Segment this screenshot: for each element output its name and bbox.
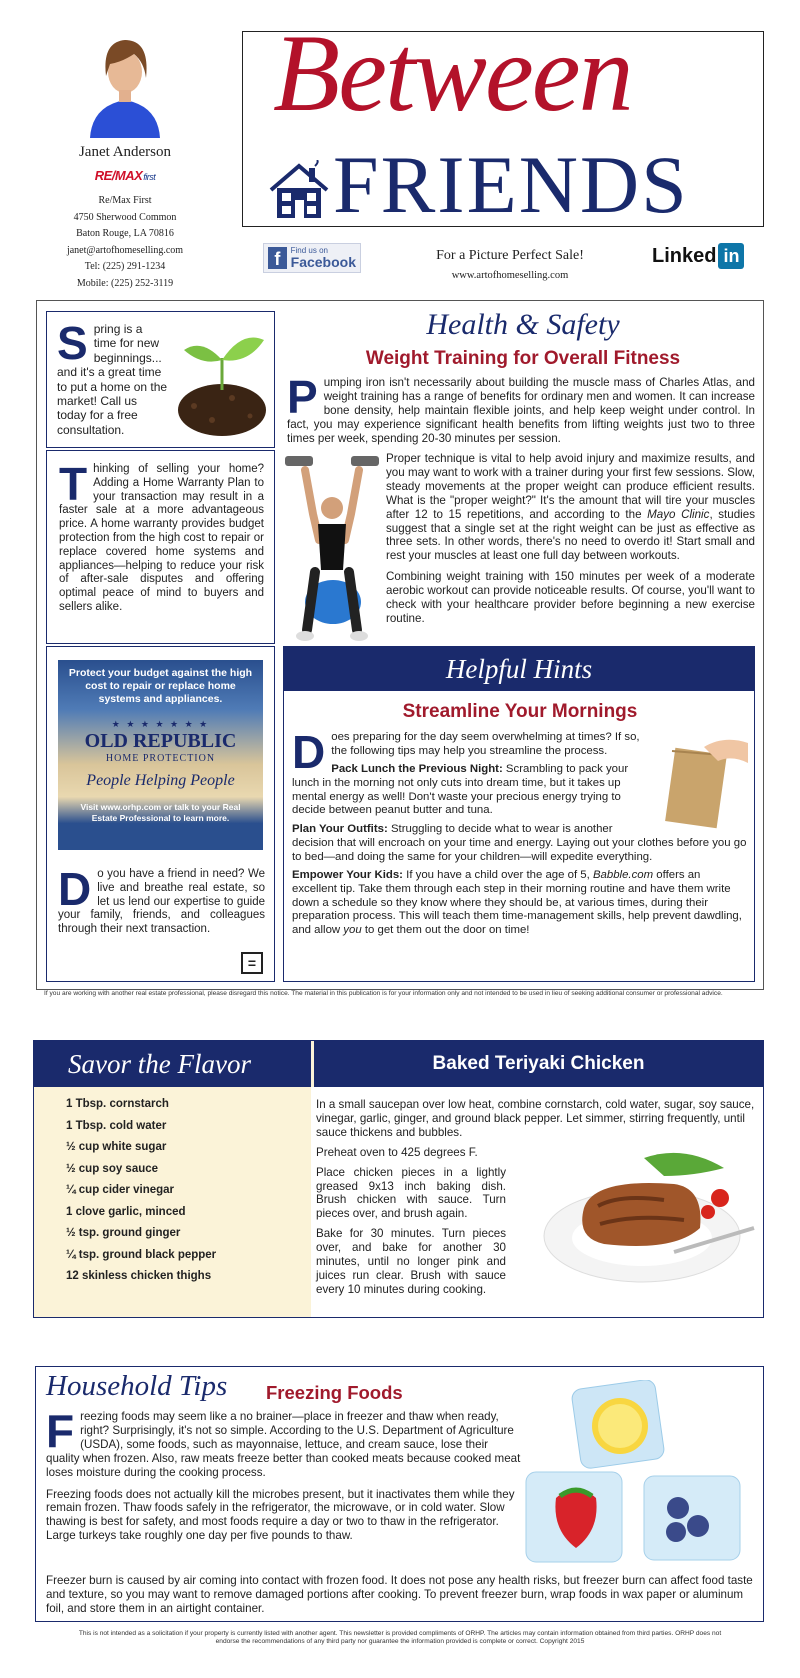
ingredient-item: 1 Tbsp. cold water (66, 1119, 167, 1132)
ingredient-item: ½ cup soy sauce (66, 1162, 159, 1175)
agent-mobile: Mobile: (225) 252-3119 (76, 277, 174, 289)
footer-disclaimer: This is not intended as a solicitation if your property is currently listed with another agent. This newsletter is provided compliments of ORHP. The articles may contain information obtained from third parties. ORHP does not endorse the recommendations of any third party nor guarantee the information provided is complete or correct. Copyright 2015 (78, 1630, 722, 1646)
recipe-directions (316, 1098, 756, 1297)
household-p1: reezing foods may seem like a no brainer—place in freezer and thaw when ready, right? Surprisingly, it's not so simple. According to the U.S. Department of Agriculture (USDA), some foods, such as mayonnaise, lettuce, and cream sauce, lose their quality when frozen. Also, raw meats freeze better than cooked meats because cooked meat loses moisture during the cooking process. (46, 1410, 521, 1479)
old-republic-ad[interactable] (58, 660, 263, 850)
spring-box (46, 311, 275, 448)
ingredient-item: ½ tsp. ground ginger (66, 1227, 181, 1239)
masthead-title-script: Between (273, 31, 632, 134)
health-article (287, 371, 755, 446)
hints-intro: oes preparing for the day seem overwhelming at times? If so, the following tips may help you streamline the process. (331, 731, 640, 757)
office-street: 4750 Sherwood Common (73, 211, 177, 223)
facebook-badge[interactable] (263, 243, 361, 273)
lunch-bag-image (652, 733, 752, 833)
spring-text: pring is a time for new beginnings... and it's a great time to put a home on the market! Call us today for a free consultation. (57, 322, 168, 437)
warranty-drop-cap: T (59, 458, 88, 510)
ingredient-item: 1 Tbsp. cornstarch (66, 1098, 169, 1110)
health-p2: Proper technique is vital to help avoid injury and maximize results, and you may want to work with a trainer during your first few sessions. Slow, steady movements at the proper weight can produce efficient results. What is the "proper weight?" It's the amount that will tire your muscles after 12 to 15 repetitions, and according to the Mayo Clinic, studies suggest that a single set at the right weight can be just as effective as three sets. In other words, there's no need to overdo it! Start small and rest your muscles at least one full day between workouts. (386, 452, 755, 563)
ad-slogan: People Helping People (86, 772, 235, 790)
household-p2: Freezing foods does not actually kill the microbes present, but it inactivates them while they remain frozen. Thaw foods safely in the refrigerator, the microwave, or in cold water. Slow thawing is best for safety, and most foods require a day or two to thaw in the refrigerator. Large turkeys take roughly one day per five pounds to thaw. (46, 1487, 515, 1543)
hints-tip-lunch: Pack Lunch the Previous Night: Scrambling to pack your lunch in the morning not only cuts into dream time, but it takes up mental energy as well! Don't waste your precious energy trying to decide between peanut butter and tuna. (292, 763, 629, 817)
facebook-big-text: Facebook (290, 254, 356, 270)
masthead-title-caps: FRIENDS (333, 139, 689, 227)
spring-drop-cap: S (57, 317, 88, 369)
recipe-section-title: Savor the Flavor (34, 1041, 311, 1087)
facebook-small-text: Find us on (290, 246, 328, 255)
hints-section-title: Helpful Hints (284, 647, 754, 691)
agent-email[interactable]: janet@artofhomeselling.com (66, 244, 184, 256)
agent-tel: Tel: (225) 291-1234 (84, 261, 166, 272)
facebook-icon: f (268, 247, 287, 269)
office-name: Re/Max First (98, 195, 152, 206)
household-p3: Freezer burn is caused by air coming into contact with frozen food. It does not pose any health risks, but freezer burn can affect food taste and texture, so you may want to remove damaged portions after cooking. To prevent freezer burn, wrap foods in wax paper or aluminum foil, and store them in an airtight container. (46, 1574, 753, 1615)
ad-logo-main: OLD REPUBLIC (84, 730, 237, 753)
agent-card (40, 28, 210, 298)
ad-headline: Protect your budget against the high cost to repair or replace home systems and appliances. (68, 667, 253, 705)
recipe-step-1: In a small saucepan over low heat, combine cornstarch, cold water, sugar, soy sauce, vinegar, garlic, ginger, and ground black pepper. Let simmer, stirring frequently, until sauce thickens and bubbles. (316, 1098, 755, 1139)
recipe-step-2: Preheat oven to 425 degrees F. (316, 1145, 478, 1159)
equal-housing-icon: = (241, 952, 263, 974)
website-link[interactable]: www.artofhomeselling.com (451, 270, 569, 281)
linkedin-text: Linked (652, 244, 717, 267)
household-drop-cap: F (46, 1405, 75, 1457)
health-article-cont (386, 452, 755, 626)
house-icon (267, 160, 331, 222)
warranty-text: hinking of selling your home? Adding a Home Warranty Plan to your transaction may result in a faster sale at a more advantageous price. A home warranty provides budget protection from the high cost to repair or replace covered home systems and appliances—helping to reduce your risk of after-sale disputes and offering optimal peace of mind to buyers and sellers alike. (59, 463, 264, 613)
ad-logo-sub: HOME PROTECTION (105, 753, 216, 765)
ingredient-item: 12 skinless chicken thighs (66, 1270, 212, 1282)
ingredient-list (66, 1098, 296, 1292)
hints-tip-outfits: Plan Your Outfits: Struggling to decide what to wear is another decision that will encroach on your time and energy. Laying out your clothes before you go to bed—and doing the same for your children—will expedite everything. (292, 823, 747, 863)
agent-photo (82, 28, 168, 138)
hints-headline: Streamline Your Mornings (402, 701, 638, 722)
ingredient-item: ½ cup white sugar (66, 1141, 167, 1153)
masthead (242, 31, 764, 227)
friend-text: o you have a friend in need? We live and breathe real estate, so let us lend our expertise to guide your family, friends, and colleagues through their next transaction. (58, 868, 265, 936)
hints-drop-cap: D (292, 726, 326, 778)
disclaimer-notice: If you are working with another real estate professional, please disregard this notice. The material in this publication is for your information only and not intended to be used in lieu of seeking additional consumer or professional advice. (44, 990, 723, 997)
household-section-title: Household Tips (46, 1370, 228, 1402)
remax-logo: RE/MAXfirst (94, 168, 156, 183)
household-headline: Freezing Foods (266, 1382, 403, 1403)
weightlifter-image (285, 450, 380, 646)
friend-drop-cap: D (58, 863, 92, 915)
health-p3: Combining weight training with 150 minutes per week of a moderate aerobic workout can provide noticeable results. Of course, you'll want to check with your healthcare provider before beginning a new exercise routine. (386, 570, 755, 625)
office-city: Baton Rouge, LA 70816 (76, 228, 174, 239)
linkedin-icon: in (718, 243, 744, 269)
health-section-title: Health & Safety (426, 308, 620, 341)
agent-name: Janet Anderson (78, 144, 172, 160)
health-headline: Weight Training for Overall Fitness (365, 348, 681, 369)
warranty-box (46, 450, 275, 644)
health-p1: umping iron isn't necessarily about building the muscle mass of Charles Atlas, and weight training has a range of benefits for ordinary men and women. It can increase bone density, help maintain flexible joints, and help keep weight under control. In fact, you may experience significant health benefits from lifting weights just two to three times per week, spending 20-30 minutes per session. (287, 376, 755, 445)
ad-footer: Visit www.orhp.com or talk to your Real Estate Professional to learn more. (80, 802, 241, 824)
friend-box (58, 863, 265, 976)
recipe-title: Baked Teriyaki Chicken (314, 1041, 763, 1087)
household-article (46, 1405, 522, 1543)
hints-tip-kids: Empower Your Kids: If you have a child over the age of 5, Babble.com offers an excellent tip. Take them through each step in their morning routine and have them write down a schedule so they know where they should be, at various times, during their preparation process. This will teach them time-management skills, help prevent dawdling, and allow you to get them out the door on time! (292, 869, 742, 936)
linkedin-badge[interactable] (652, 243, 744, 269)
household-article-cont (46, 1574, 756, 1616)
frozen-fruit-ice-cubes-image (516, 1380, 756, 1570)
ingredient-item: ¼ cup cider vinegar (66, 1184, 175, 1196)
ad-stars-icon: ★ ★ ★ ★ ★ ★ ★ (111, 719, 210, 730)
health-drop-cap: P (287, 371, 318, 423)
ingredient-item: 1 clove garlic, minced (66, 1205, 186, 1218)
ingredient-item: ¼ tsp. ground black pepper (66, 1248, 217, 1261)
recipe-step-4: Bake for 30 minutes. Turn pieces over, and bake for another 30 minutes, until no longer pink and juices run clear. Brush with sauce every 10 minutes during cooking. (316, 1227, 506, 1296)
recipe-step-3: Place chicken pieces in a lightly greased 9x13 inch baking dish. Brush chicken with sauce. Turn pieces over, and brush again. (316, 1165, 506, 1221)
hints-article (292, 726, 748, 938)
seedling-soil-image (172, 318, 268, 438)
tagline: For a Picture Perfect Sale! (436, 248, 584, 263)
